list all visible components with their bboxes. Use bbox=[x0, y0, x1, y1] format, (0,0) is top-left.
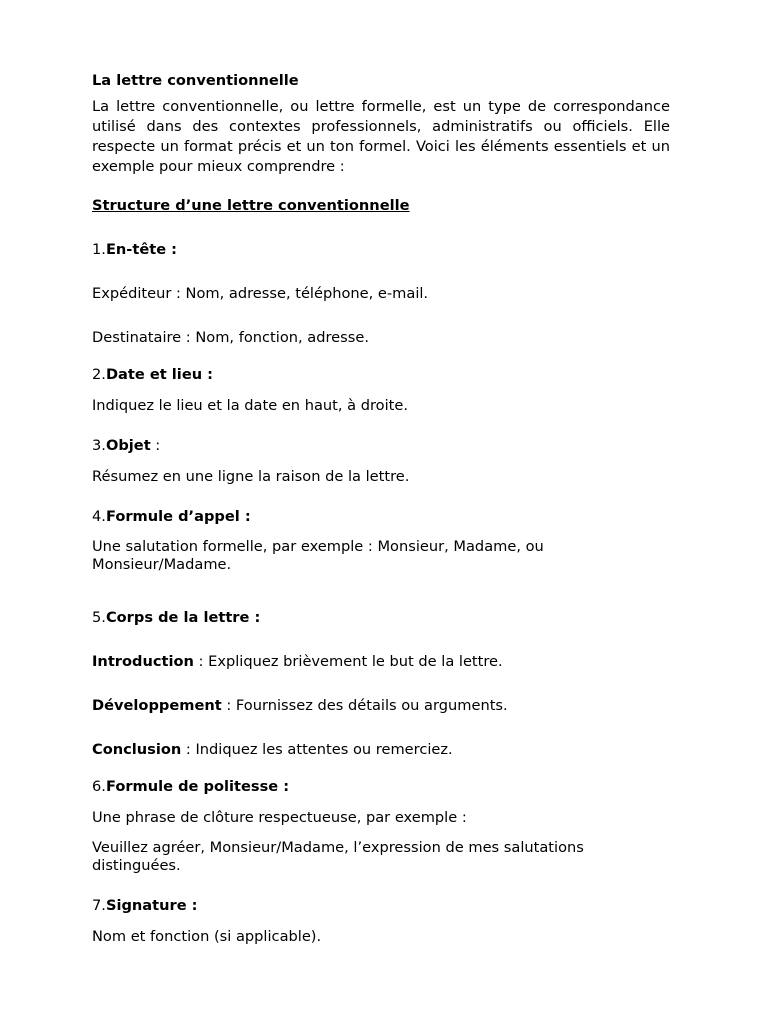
section-heading-3 bbox=[92, 436, 670, 456]
corps-term: Introduction bbox=[92, 653, 194, 670]
appel-text: Une salutation formelle, par exemple : Monsieur, Madame, ou Monsieur/Madame. bbox=[92, 538, 544, 573]
section-number: 7. bbox=[92, 897, 106, 914]
section-label: En-tête : bbox=[105, 241, 178, 258]
structure-heading: Structure d’une lettre conventionnelle bbox=[92, 197, 410, 214]
date-lieu-text: Indiquez le lieu et la date en haut, à droite. bbox=[92, 397, 408, 414]
corps-text: : Indiquez les attentes ou remerciez. bbox=[181, 741, 453, 758]
section-label: Signature : bbox=[105, 897, 198, 914]
section-label: Formule d’appel : bbox=[105, 508, 251, 525]
section-number: 3. bbox=[92, 437, 106, 454]
politesse-line-2: Veuillez agréer, Monsieur/Madame, l’expression de mes salutations distinguées. bbox=[92, 839, 584, 874]
section-suffix: : bbox=[150, 437, 161, 454]
section-number: 5. bbox=[92, 609, 106, 626]
section-number: 4. bbox=[92, 508, 106, 525]
objet-text: Résumez en une ligne la raison de la lettre. bbox=[92, 468, 410, 485]
section-label: Objet bbox=[105, 437, 151, 454]
section-heading-4 bbox=[92, 507, 670, 527]
section-heading-7 bbox=[92, 896, 670, 916]
section-number: 6. bbox=[92, 778, 106, 795]
section-label: Corps de la lettre : bbox=[105, 609, 261, 626]
corps-text: : Fournissez des détails ou arguments. bbox=[221, 697, 508, 714]
document-title: La lettre conventionnelle bbox=[92, 72, 299, 89]
section-heading-1 bbox=[92, 240, 670, 260]
corps-introduction bbox=[92, 652, 670, 672]
politesse-line-1: Une phrase de clôture respectueuse, par exemple : bbox=[92, 809, 467, 826]
section-heading-6 bbox=[92, 777, 670, 797]
section-number: 1. bbox=[92, 241, 106, 258]
intro-paragraph: La lettre conventionnelle, ou lettre formelle, est un type de correspondance utilisé dans des contextes professionnels, administratifs ou officiels. Elle respecte un format précis et un ton formel. Voici les éléments essentiels et un exemple pour mieux comprendre : bbox=[92, 98, 670, 175]
section-label: Date et lieu : bbox=[105, 366, 214, 383]
section-heading-2 bbox=[92, 365, 670, 385]
section-label: Formule de politesse : bbox=[105, 778, 290, 795]
corps-term: Développement bbox=[92, 697, 222, 714]
corps-conclusion bbox=[92, 740, 670, 760]
corps-text: : Expliquez brièvement le but de la lettre. bbox=[193, 653, 503, 670]
signature-text: Nom et fonction (si applicable). bbox=[92, 928, 322, 945]
expediteur-line: Expéditeur : Nom, adresse, téléphone, e-mail. bbox=[92, 285, 429, 302]
destinataire-line: Destinataire : Nom, fonction, adresse. bbox=[92, 329, 369, 346]
section-heading-5 bbox=[92, 608, 670, 628]
corps-term: Conclusion bbox=[92, 741, 182, 758]
corps-developpement bbox=[92, 696, 670, 716]
section-number: 2. bbox=[92, 366, 106, 383]
